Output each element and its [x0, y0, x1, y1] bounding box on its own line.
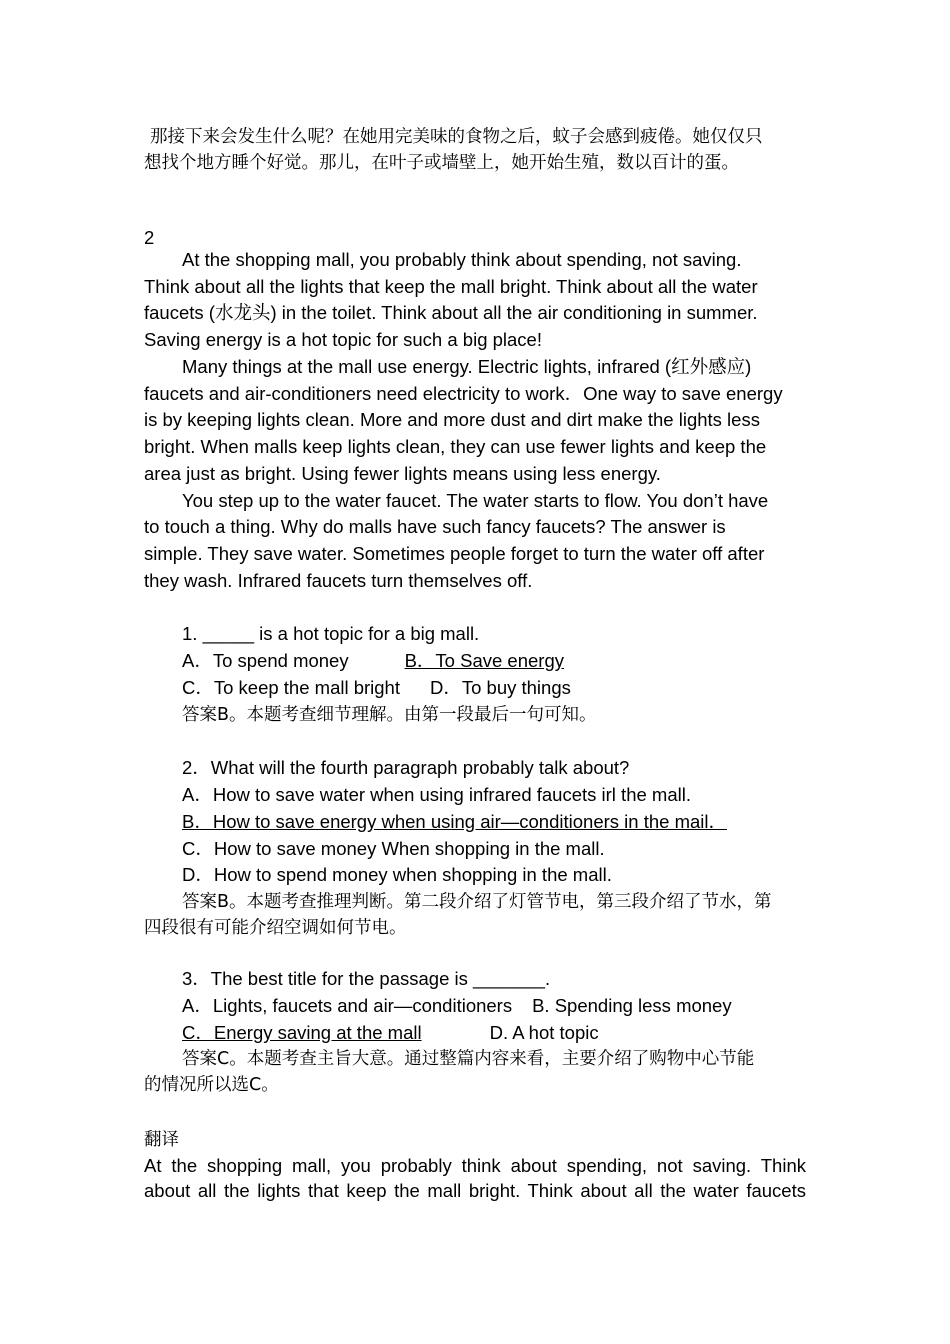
translation-heading: 翻译: [144, 1130, 179, 1150]
passage-line: faucets and air-conditioners need electricity to work．One way to save energy: [144, 383, 783, 404]
passage-line: You step up to the water faucet. The water starts to flow. You don’t have: [182, 490, 769, 511]
option-a: A．How to save water when using infrared faucets irl the mall.: [182, 784, 691, 805]
question-3-answer-line-1: 答案C。本题考查主旨大意。通过整篇内容来看，主要介绍了购物中心节能: [182, 1049, 755, 1069]
question-2-answer-line-1: 答案B。本题考查推理判断。第二段介绍了灯管节电，第三段介绍了节水，第: [182, 892, 772, 912]
question-3-stem: 3．The best title for the passage is _______.: [182, 968, 551, 989]
question-2-answer-line-2: 四段很有可能介绍空调如何节电。: [144, 918, 407, 938]
passage-line: to touch a thing. Why do malls have such fancy faucets? The answer is: [144, 516, 726, 537]
question-3-answer-line-2: 的情况所以选C。: [144, 1075, 279, 1095]
translation-line: about all the lights that keep the mall bright. Think about all the water faucets: [144, 1180, 806, 1201]
option-c-correct: C．Energy saving at the mall: [182, 1022, 422, 1043]
prev-translation-line-2: 想找个地方睡个好觉。那儿，在叶子或墙壁上，她开始生殖，数以百计的蛋。: [144, 153, 739, 173]
option-d: D．How to spend money when shopping in the mall.: [182, 864, 612, 885]
passage-number: 2: [144, 227, 155, 248]
passage-line: bright. When malls keep lights clean, they can use fewer lights and keep the: [144, 436, 767, 457]
option-d: D．To buy things: [430, 677, 571, 698]
question-1-options-row-2: [182, 675, 571, 701]
question-3-options-row-1: [182, 993, 732, 1019]
option-b: B. Spending less money: [532, 995, 732, 1016]
passage-line: Think about all the lights that keep the mall bright. Think about all the water: [144, 276, 758, 297]
option-a: A．Lights, faucets and air—conditioners: [182, 995, 513, 1016]
passage-line: they wash. Infrared faucets turn themselves off.: [144, 570, 533, 591]
passage-line: Many things at the mall use energy. Electric lights, infrared (红外感应): [182, 356, 752, 377]
option-a: A．To spend money: [182, 650, 349, 671]
option-b-correct: B．To Save energy: [404, 650, 564, 671]
question-2-stem: 2．What will the fourth paragraph probably talk about?: [182, 757, 630, 778]
question-1-stem: 1. _____ is a hot topic for a big mall.: [182, 623, 480, 644]
translation-line: At the shopping mall, you probably think about spending, not saving. Think: [144, 1155, 806, 1176]
passage-line: At the shopping mall, you probably think about spending, not saving.: [182, 249, 742, 270]
option-b-correct: B．How to save energy when using air—conditioners in the mail．: [182, 811, 727, 832]
option-c: C．How to save money When shopping in the mall.: [182, 838, 605, 859]
question-3-options-row-2: [182, 1020, 599, 1046]
question-1-options-row-1: [182, 648, 564, 674]
option-d: D. A hot topic: [489, 1022, 599, 1043]
question-1-answer: 答案B。本题考查细节理解。由第一段最后一句可知。: [182, 705, 597, 725]
passage-line: simple. They save water. Sometimes people forget to turn the water off after: [144, 543, 765, 564]
passage-line: is by keeping lights clean. More and more dust and dirt make the lights less: [144, 409, 760, 430]
passage-line: area just as bright. Using fewer lights means using less energy.: [144, 463, 661, 484]
option-c: C．To keep the mall bright: [182, 677, 400, 698]
prev-translation-line-1: 那接下来会发生什么呢？在她用完美味的食物之后，蚊子会感到疲倦。她仅仅只: [150, 127, 763, 147]
passage-line: Saving energy is a hot topic for such a big place!: [144, 329, 542, 350]
passage-line: faucets (水龙头) in the toilet. Think about all the air conditioning in summer.: [144, 302, 758, 323]
